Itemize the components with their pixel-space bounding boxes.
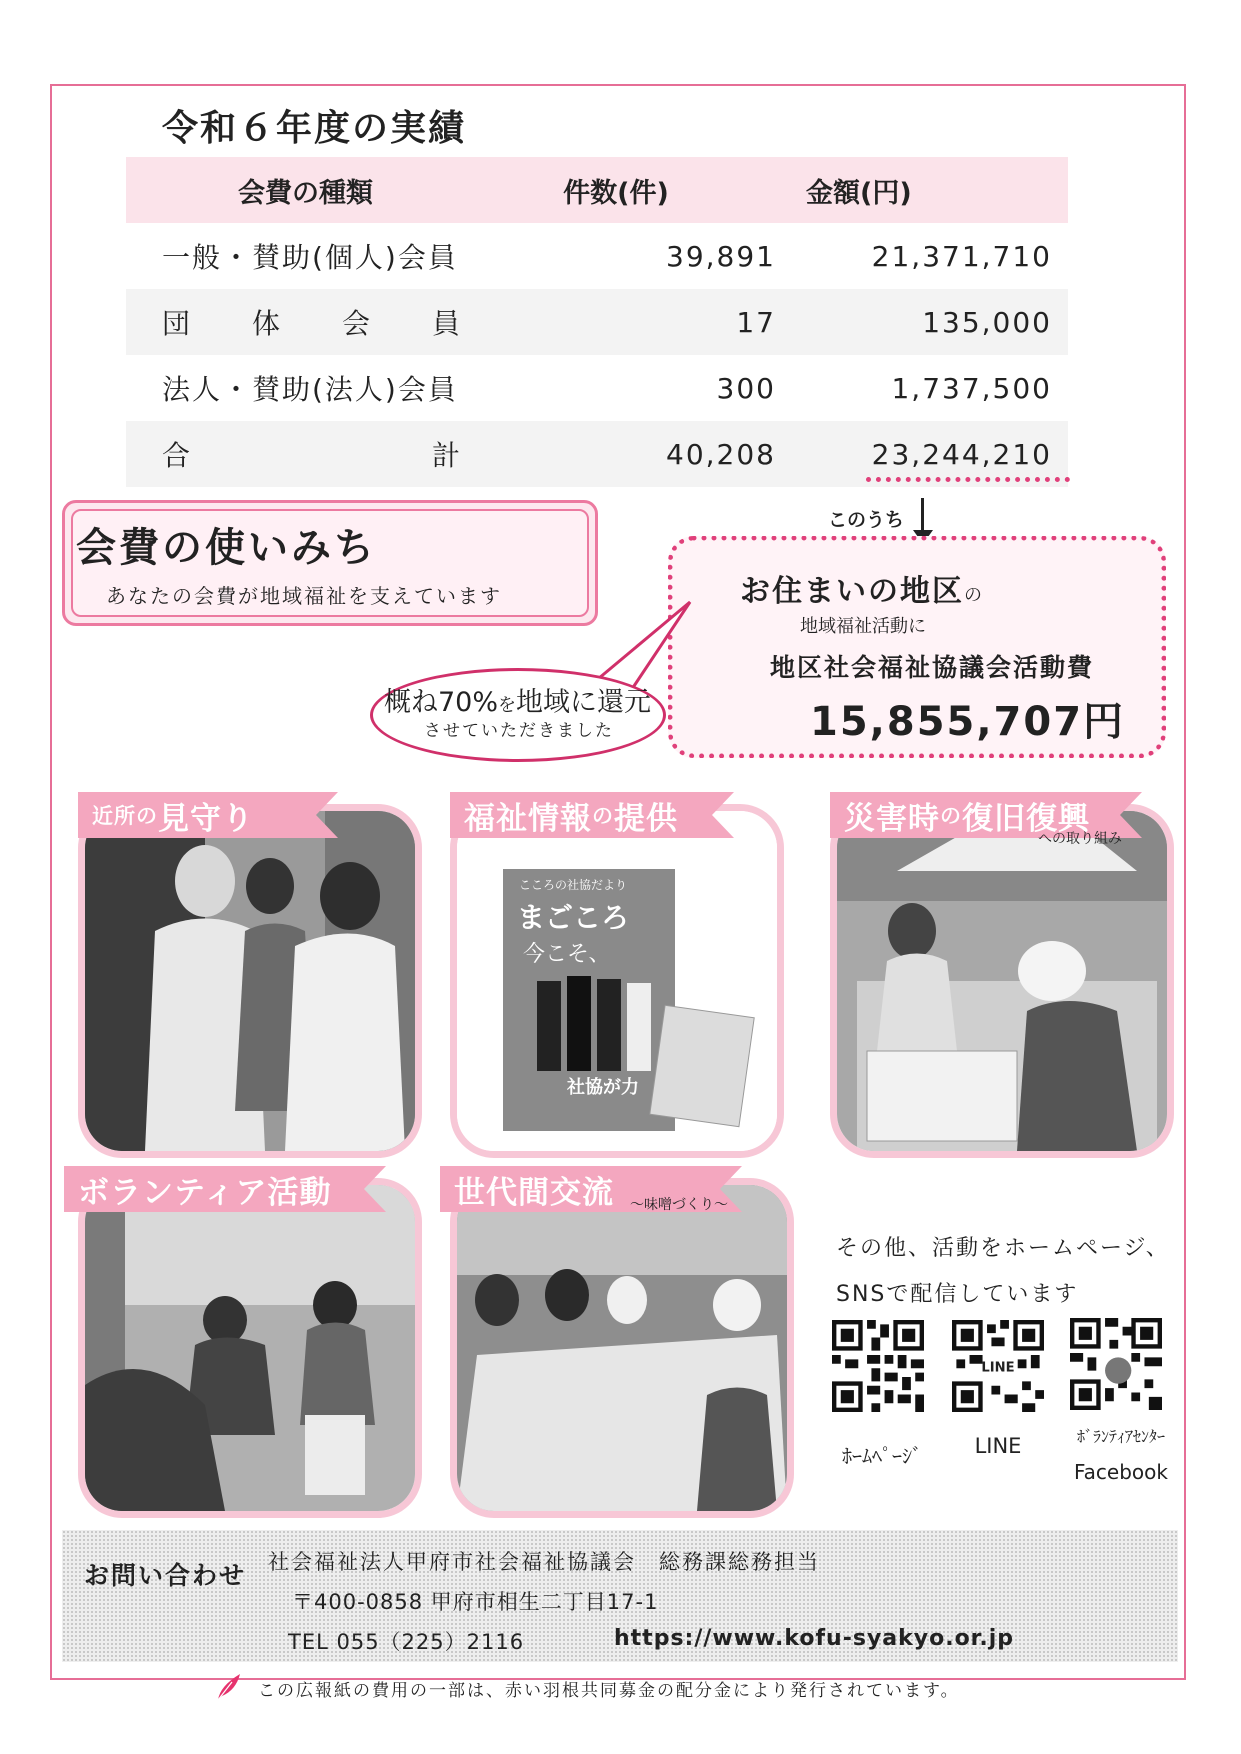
- photo-volunteer: [78, 1178, 422, 1518]
- contact-url-link[interactable]: https://www.kofu-syakyo.or.jp: [614, 1626, 1015, 1651]
- row-count: 40,208: [666, 437, 776, 471]
- photo-info: [450, 804, 784, 1158]
- flyer-sub: 今こそ、: [523, 942, 611, 967]
- tag-sedai-sub: ～味噌づくり～: [630, 1197, 728, 1213]
- tag-saigai-sub: への取り組み: [1038, 831, 1122, 847]
- usage-subtitle: あなたの会費が地域福祉を支えています: [106, 584, 502, 608]
- row-amount: 1,737,500: [891, 371, 1052, 405]
- tag-mimamori: 近所の 見守り: [78, 792, 316, 838]
- homepage-qr-label: ﾎｰﾑﾍﾟｰｼﾞ: [842, 1444, 922, 1468]
- photo-saigai: [830, 804, 1174, 1158]
- facebook-qr-label2: Facebook: [1074, 1460, 1168, 1484]
- sns-text: [836, 1226, 1170, 1318]
- facebook-qr-icon[interactable]: [1070, 1318, 1162, 1410]
- photo-sedai: [450, 1178, 794, 1518]
- contact-tel: TEL 055（225）2116: [288, 1630, 525, 1654]
- district-amount: 15,855,707円: [810, 699, 1126, 745]
- row-kind: 合 計: [162, 439, 463, 472]
- district-line2: 地域福祉活動に: [800, 616, 926, 637]
- district-line3: 地区社会福祉協議会活動費: [770, 653, 1095, 682]
- line-qr-icon[interactable]: [952, 1320, 1044, 1412]
- tag-saigai: 災害時 の 復旧復興: [830, 792, 1120, 838]
- results-table: [126, 157, 1068, 487]
- page-title: 令和６年度の実績: [162, 108, 467, 149]
- flyer-big: まごころ: [517, 901, 630, 934]
- district-heading: お住まいの地区の: [740, 574, 984, 609]
- tag-sedai: 世代間交流: [440, 1166, 720, 1212]
- table-row: [126, 223, 1068, 289]
- flyer-header: こころの社協だより: [519, 878, 628, 892]
- contact-address: 〒400-0858 甲府市相生二丁目17-1: [292, 1590, 659, 1614]
- usage-title: 会費の使いみち: [76, 525, 377, 571]
- konouchi-label: このうち: [828, 509, 905, 531]
- row-kind: 法人・賛助(法人)会員: [162, 373, 458, 406]
- row-amount: 23,244,210: [871, 437, 1052, 471]
- contact-org: 社会福祉法人甲府市社会福祉協議会 総務課総務担当: [268, 1550, 820, 1574]
- row-kind: 一般・賛助(個人)会員: [162, 241, 458, 274]
- tag-volunteer: ボランティア活動: [64, 1166, 364, 1212]
- table-header: [126, 157, 1068, 223]
- photo-mimamori: [78, 804, 422, 1158]
- table-row: [126, 355, 1068, 421]
- contact-label: お問い合わせ: [84, 1561, 247, 1590]
- table-row: [126, 289, 1068, 355]
- row-count: 300: [716, 371, 776, 405]
- row-count: 17: [736, 305, 776, 339]
- facebook-qr-label: ﾎﾞﾗﾝﾃｨｱｾﾝﾀｰ: [1076, 1427, 1165, 1446]
- bubble-line2: させていただきました: [424, 721, 614, 741]
- sns-line1: その他、活動をホームページ、: [836, 1236, 1170, 1261]
- row-amount: 21,371,710: [871, 239, 1052, 273]
- header-amount: 金額(円): [806, 177, 912, 209]
- row-count: 39,891: [666, 239, 776, 273]
- footer-note: この広報紙の費用の一部は、赤い羽根共同募金の配分金により発行されています。: [258, 1681, 960, 1701]
- homepage-qr-icon[interactable]: [832, 1320, 924, 1412]
- row-kind: 団 体 会 員: [162, 307, 463, 340]
- header-count: 件数(件): [563, 177, 669, 209]
- header-kind: 会費の種類: [238, 177, 373, 209]
- row-amount: 135,000: [922, 305, 1052, 339]
- total-dotted-underline: [866, 477, 1070, 482]
- sns-line2: SNSで配信しています: [836, 1282, 1079, 1307]
- tag-info: 福祉情報 の 提供: [450, 792, 712, 838]
- line-qr-text: LINE: [981, 1360, 1015, 1376]
- bubble-line1: 概ね70%を地域に還元: [384, 687, 652, 718]
- red-feather-icon: [214, 1672, 244, 1702]
- line-qr-label: LINE: [974, 1434, 1022, 1458]
- flyer-foot: 社協が力: [567, 1077, 639, 1098]
